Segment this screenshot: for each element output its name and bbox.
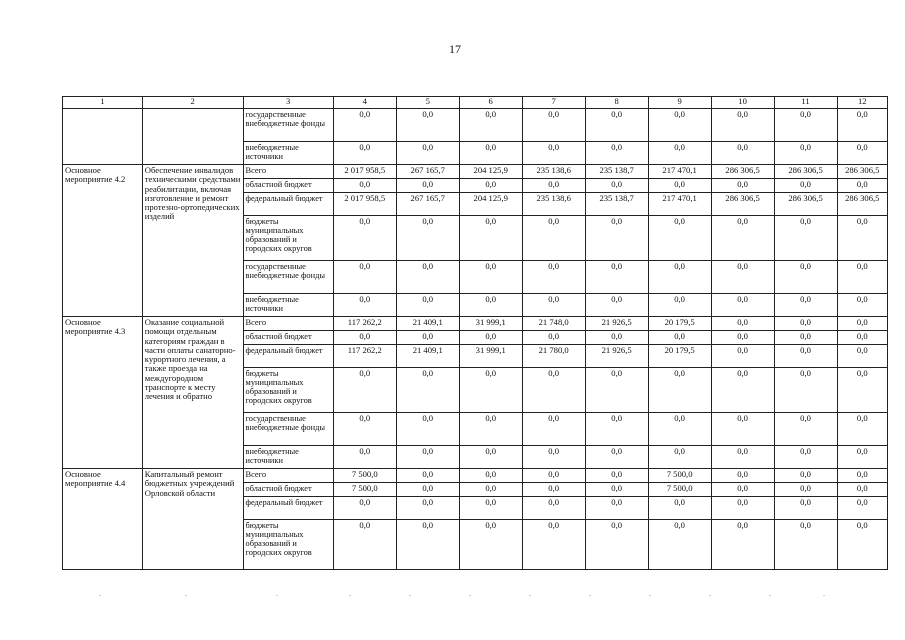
funding-source-cell: государственные внебюджетные фонды bbox=[243, 109, 333, 142]
amount-cell: 0,0 bbox=[711, 446, 774, 469]
amount-cell: 0,0 bbox=[396, 368, 459, 413]
amount-cell: 0,0 bbox=[459, 142, 522, 165]
amount-cell: 0,0 bbox=[522, 469, 585, 483]
amount-cell: 0,0 bbox=[837, 413, 887, 446]
amount-cell: 31 999,1 bbox=[459, 317, 522, 331]
amount-cell: 0,0 bbox=[333, 520, 396, 570]
measure-name-cell: Капитальный ремонт бюджетных учреждений Орловской области bbox=[142, 469, 243, 570]
amount-cell: 0,0 bbox=[585, 109, 648, 142]
amount-cell: 0,0 bbox=[459, 331, 522, 345]
amount-cell: 0,0 bbox=[837, 368, 887, 413]
amount-cell: 0,0 bbox=[522, 331, 585, 345]
amount-cell: 7 500,0 bbox=[333, 483, 396, 497]
amount-cell: 0,0 bbox=[774, 446, 837, 469]
column-number-row bbox=[63, 97, 888, 109]
scan-mark: · bbox=[768, 592, 772, 600]
amount-cell: 0,0 bbox=[711, 483, 774, 497]
amount-cell: 0,0 bbox=[333, 179, 396, 193]
amount-cell: 0,0 bbox=[648, 368, 711, 413]
scan-mark: · bbox=[648, 592, 652, 600]
amount-cell: 267 165,7 bbox=[396, 165, 459, 179]
scan-mark: · bbox=[348, 592, 352, 600]
amount-cell: 0,0 bbox=[648, 520, 711, 570]
amount-cell: 21 748,0 bbox=[522, 317, 585, 331]
amount-cell: 0,0 bbox=[774, 317, 837, 331]
funding-source-cell: федеральный бюджет bbox=[243, 193, 333, 216]
amount-cell: 0,0 bbox=[459, 261, 522, 294]
amount-cell: 0,0 bbox=[648, 446, 711, 469]
scan-mark: · bbox=[708, 592, 712, 600]
amount-cell: 0,0 bbox=[837, 109, 887, 142]
amount-cell: 0,0 bbox=[837, 331, 887, 345]
column-number-header: 11 bbox=[774, 97, 837, 109]
amount-cell: 21 409,1 bbox=[396, 317, 459, 331]
amount-cell: 0,0 bbox=[396, 216, 459, 261]
amount-cell: 0,0 bbox=[648, 109, 711, 142]
table-row bbox=[63, 317, 888, 331]
amount-cell: 0,0 bbox=[396, 483, 459, 497]
amount-cell: 0,0 bbox=[648, 261, 711, 294]
amount-cell: 21 780,0 bbox=[522, 345, 585, 368]
measure-code-cell: Основное мероприятие 4.4 bbox=[63, 469, 143, 570]
amount-cell: 0,0 bbox=[396, 520, 459, 570]
funding-source-cell: внебюджетные источники bbox=[243, 142, 333, 165]
amount-cell: 0,0 bbox=[333, 446, 396, 469]
amount-cell: 0,0 bbox=[585, 483, 648, 497]
amount-cell: 0,0 bbox=[333, 216, 396, 261]
funding-source-cell: бюджеты муниципальных образований и городских округов bbox=[243, 520, 333, 570]
scan-mark: · bbox=[822, 592, 826, 600]
amount-cell: 0,0 bbox=[648, 331, 711, 345]
amount-cell: 0,0 bbox=[396, 179, 459, 193]
amount-cell: 235 138,6 bbox=[522, 165, 585, 179]
amount-cell: 0,0 bbox=[333, 331, 396, 345]
amount-cell: 0,0 bbox=[522, 483, 585, 497]
amount-cell: 0,0 bbox=[522, 261, 585, 294]
amount-cell: 0,0 bbox=[648, 216, 711, 261]
column-number-header: 3 bbox=[243, 97, 333, 109]
amount-cell: 235 138,7 bbox=[585, 193, 648, 216]
amount-cell: 0,0 bbox=[396, 294, 459, 317]
amount-cell: 0,0 bbox=[774, 413, 837, 446]
column-number-header: 7 bbox=[522, 97, 585, 109]
amount-cell: 0,0 bbox=[333, 413, 396, 446]
amount-cell: 0,0 bbox=[711, 294, 774, 317]
amount-cell: 0,0 bbox=[711, 345, 774, 368]
amount-cell: 0,0 bbox=[585, 497, 648, 520]
amount-cell: 0,0 bbox=[774, 368, 837, 413]
amount-cell: 0,0 bbox=[522, 109, 585, 142]
amount-cell: 0,0 bbox=[837, 469, 887, 483]
amount-cell: 286 306,5 bbox=[837, 165, 887, 179]
amount-cell: 31 999,1 bbox=[459, 345, 522, 368]
amount-cell: 0,0 bbox=[837, 216, 887, 261]
amount-cell: 0,0 bbox=[711, 368, 774, 413]
table-row bbox=[63, 165, 888, 179]
amount-cell: 0,0 bbox=[711, 317, 774, 331]
funding-source-cell: государственные внебюджетные фонды bbox=[243, 413, 333, 446]
amount-cell: 0,0 bbox=[333, 109, 396, 142]
amount-cell: 0,0 bbox=[585, 142, 648, 165]
amount-cell: 0,0 bbox=[522, 497, 585, 520]
amount-cell: 0,0 bbox=[711, 179, 774, 193]
amount-cell: 0,0 bbox=[459, 413, 522, 446]
amount-cell: 204 125,9 bbox=[459, 193, 522, 216]
amount-cell: 0,0 bbox=[459, 216, 522, 261]
funding-source-cell: Всего bbox=[243, 469, 333, 483]
amount-cell: 0,0 bbox=[774, 497, 837, 520]
amount-cell: 0,0 bbox=[711, 497, 774, 520]
measure-name-cell: Обеспечение инвалидов техническими средствами реабилитации, включая изготовление и ремонт протезно-ортопедических изделий bbox=[142, 165, 243, 317]
amount-cell: 0,0 bbox=[459, 109, 522, 142]
amount-cell: 0,0 bbox=[837, 317, 887, 331]
column-number-header: 8 bbox=[585, 97, 648, 109]
funding-source-cell: Всего bbox=[243, 317, 333, 331]
amount-cell: 286 306,5 bbox=[774, 193, 837, 216]
amount-cell: 0,0 bbox=[585, 331, 648, 345]
amount-cell: 0,0 bbox=[774, 345, 837, 368]
amount-cell: 286 306,5 bbox=[711, 165, 774, 179]
column-number-header: 10 bbox=[711, 97, 774, 109]
amount-cell: 0,0 bbox=[459, 179, 522, 193]
funding-source-cell: бюджеты муниципальных образований и городских округов bbox=[243, 216, 333, 261]
amount-cell: 0,0 bbox=[711, 413, 774, 446]
amount-cell: 20 179,5 bbox=[648, 345, 711, 368]
table-row bbox=[63, 469, 888, 483]
amount-cell: 0,0 bbox=[333, 497, 396, 520]
amount-cell: 7 500,0 bbox=[648, 469, 711, 483]
amount-cell: 0,0 bbox=[837, 497, 887, 520]
amount-cell: 0,0 bbox=[459, 483, 522, 497]
amount-cell: 235 138,7 bbox=[585, 165, 648, 179]
continuation-code-cell bbox=[63, 109, 143, 165]
scan-mark: · bbox=[408, 592, 412, 600]
amount-cell: 0,0 bbox=[774, 520, 837, 570]
amount-cell: 0,0 bbox=[396, 469, 459, 483]
amount-cell: 0,0 bbox=[333, 142, 396, 165]
funding-source-cell: федеральный бюджет bbox=[243, 497, 333, 520]
amount-cell: 267 165,7 bbox=[396, 193, 459, 216]
amount-cell: 286 306,5 bbox=[774, 165, 837, 179]
amount-cell: 0,0 bbox=[711, 142, 774, 165]
amount-cell: 0,0 bbox=[711, 331, 774, 345]
amount-cell: 0,0 bbox=[648, 179, 711, 193]
amount-cell: 0,0 bbox=[711, 216, 774, 261]
amount-cell: 0,0 bbox=[774, 142, 837, 165]
column-number-header: 5 bbox=[396, 97, 459, 109]
amount-cell: 0,0 bbox=[396, 413, 459, 446]
amount-cell: 286 306,5 bbox=[837, 193, 887, 216]
measure-code-cell: Основное мероприятие 4.3 bbox=[63, 317, 143, 469]
amount-cell: 21 409,1 bbox=[396, 345, 459, 368]
funding-source-cell: внебюджетные источники bbox=[243, 446, 333, 469]
amount-cell: 0,0 bbox=[522, 294, 585, 317]
amount-cell: 21 926,5 bbox=[585, 317, 648, 331]
amount-cell: 0,0 bbox=[396, 331, 459, 345]
amount-cell: 235 138,6 bbox=[522, 193, 585, 216]
amount-cell: 217 470,1 bbox=[648, 193, 711, 216]
amount-cell: 0,0 bbox=[648, 142, 711, 165]
amount-cell: 2 017 958,5 bbox=[333, 193, 396, 216]
funding-source-cell: федеральный бюджет bbox=[243, 345, 333, 368]
amount-cell: 7 500,0 bbox=[333, 469, 396, 483]
amount-cell: 0,0 bbox=[774, 261, 837, 294]
amount-cell: 0,0 bbox=[585, 446, 648, 469]
amount-cell: 0,0 bbox=[774, 179, 837, 193]
amount-cell: 0,0 bbox=[774, 483, 837, 497]
budget-table bbox=[62, 96, 888, 570]
continuation-name-cell bbox=[142, 109, 243, 165]
amount-cell: 0,0 bbox=[711, 469, 774, 483]
column-number-header: 12 bbox=[837, 97, 887, 109]
amount-cell: 0,0 bbox=[585, 520, 648, 570]
amount-cell: 0,0 bbox=[522, 142, 585, 165]
scan-mark: · bbox=[275, 592, 279, 600]
scan-mark: · bbox=[588, 592, 592, 600]
amount-cell: 0,0 bbox=[774, 216, 837, 261]
scan-mark: · bbox=[468, 592, 472, 600]
amount-cell: 117 262,2 bbox=[333, 317, 396, 331]
column-number-header: 2 bbox=[142, 97, 243, 109]
amount-cell: 21 926,5 bbox=[585, 345, 648, 368]
footer-marks bbox=[62, 592, 888, 600]
amount-cell: 0,0 bbox=[459, 294, 522, 317]
amount-cell: 0,0 bbox=[648, 497, 711, 520]
amount-cell: 0,0 bbox=[585, 413, 648, 446]
scan-mark: · bbox=[528, 592, 532, 600]
funding-source-cell: областной бюджет bbox=[243, 331, 333, 345]
amount-cell: 0,0 bbox=[648, 294, 711, 317]
amount-cell: 0,0 bbox=[522, 446, 585, 469]
measure-name-cell: Оказание социальной помощи отдельным категориям граждан в части оплаты санаторно-курортного лечения, а также проезда на междугородном транспорте к месту лечения и обратно bbox=[142, 317, 243, 469]
amount-cell: 0,0 bbox=[711, 261, 774, 294]
amount-cell: 0,0 bbox=[459, 446, 522, 469]
amount-cell: 0,0 bbox=[585, 216, 648, 261]
amount-cell: 0,0 bbox=[585, 179, 648, 193]
amount-cell: 204 125,9 bbox=[459, 165, 522, 179]
page-number: 17 bbox=[449, 42, 461, 56]
amount-cell: 0,0 bbox=[459, 469, 522, 483]
amount-cell: 0,0 bbox=[837, 261, 887, 294]
column-number-header: 1 bbox=[63, 97, 143, 109]
amount-cell: 0,0 bbox=[774, 469, 837, 483]
amount-cell: 0,0 bbox=[459, 520, 522, 570]
amount-cell: 0,0 bbox=[459, 368, 522, 413]
amount-cell: 0,0 bbox=[774, 109, 837, 142]
amount-cell: 0,0 bbox=[333, 261, 396, 294]
amount-cell: 0,0 bbox=[522, 413, 585, 446]
table-row bbox=[63, 109, 888, 142]
amount-cell: 7 500,0 bbox=[648, 483, 711, 497]
column-number-header: 6 bbox=[459, 97, 522, 109]
amount-cell: 0,0 bbox=[522, 216, 585, 261]
amount-cell: 0,0 bbox=[585, 261, 648, 294]
amount-cell: 0,0 bbox=[585, 469, 648, 483]
amount-cell: 0,0 bbox=[396, 497, 459, 520]
amount-cell: 0,0 bbox=[837, 520, 887, 570]
amount-cell: 0,0 bbox=[837, 179, 887, 193]
funding-source-cell: областной бюджет bbox=[243, 179, 333, 193]
amount-cell: 0,0 bbox=[522, 368, 585, 413]
funding-source-cell: Всего bbox=[243, 165, 333, 179]
scan-mark: · bbox=[98, 592, 102, 600]
amount-cell: 0,0 bbox=[396, 109, 459, 142]
amount-cell: 0,0 bbox=[837, 345, 887, 368]
column-number-header: 4 bbox=[333, 97, 396, 109]
amount-cell: 0,0 bbox=[522, 179, 585, 193]
funding-source-cell: областной бюджет bbox=[243, 483, 333, 497]
amount-cell: 0,0 bbox=[774, 294, 837, 317]
measure-code-cell: Основное мероприятие 4.2 bbox=[63, 165, 143, 317]
column-number-header: 9 bbox=[648, 97, 711, 109]
amount-cell: 0,0 bbox=[585, 368, 648, 413]
scan-mark: · bbox=[184, 592, 188, 600]
amount-cell: 0,0 bbox=[648, 413, 711, 446]
amount-cell: 0,0 bbox=[459, 497, 522, 520]
amount-cell: 0,0 bbox=[837, 483, 887, 497]
amount-cell: 0,0 bbox=[333, 294, 396, 317]
amount-cell: 0,0 bbox=[837, 294, 887, 317]
amount-cell: 0,0 bbox=[711, 109, 774, 142]
amount-cell: 0,0 bbox=[711, 520, 774, 570]
funding-source-cell: бюджеты муниципальных образований и городских округов bbox=[243, 368, 333, 413]
amount-cell: 0,0 bbox=[396, 261, 459, 294]
amount-cell: 0,0 bbox=[774, 331, 837, 345]
amount-cell: 0,0 bbox=[837, 446, 887, 469]
funding-source-cell: государственные внебюджетные фонды bbox=[243, 261, 333, 294]
amount-cell: 217 470,1 bbox=[648, 165, 711, 179]
amount-cell: 20 179,5 bbox=[648, 317, 711, 331]
amount-cell: 0,0 bbox=[396, 142, 459, 165]
funding-source-cell: внебюджетные источники bbox=[243, 294, 333, 317]
amount-cell: 0,0 bbox=[585, 294, 648, 317]
amount-cell: 0,0 bbox=[333, 368, 396, 413]
amount-cell: 117 262,2 bbox=[333, 345, 396, 368]
amount-cell: 0,0 bbox=[522, 520, 585, 570]
amount-cell: 0,0 bbox=[396, 446, 459, 469]
amount-cell: 2 017 958,5 bbox=[333, 165, 396, 179]
amount-cell: 0,0 bbox=[837, 142, 887, 165]
amount-cell: 286 306,5 bbox=[711, 193, 774, 216]
